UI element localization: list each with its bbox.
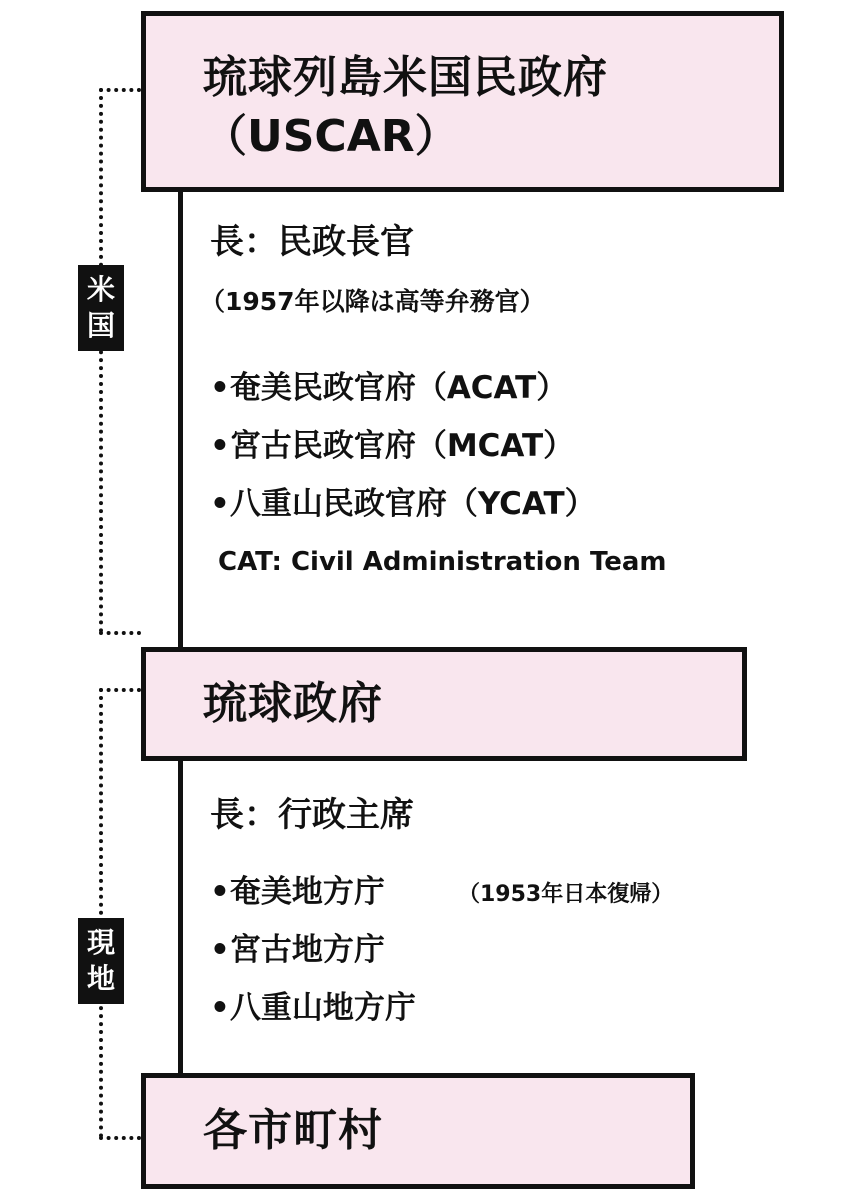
uscar-name: 琉球列島米国民政府 (203, 52, 608, 103)
branch-miyako: •宮古地方庁 (210, 932, 385, 968)
uscar-head-note: （1957年以降は高等弁務官） (200, 287, 545, 316)
bracket-us-top (99, 88, 141, 92)
bracket-local-bottom (99, 1136, 141, 1140)
tag-local (78, 918, 124, 1004)
bracket-us-bottom (99, 631, 141, 635)
uscar-head: 長：民政長官 (210, 222, 414, 262)
tag-us-char-1: 米 (86, 273, 115, 306)
municipalities-box (141, 1073, 695, 1189)
branch-amami: •奄美地方庁 (210, 874, 385, 910)
cat-note: CAT: Civil Administration Team (218, 547, 667, 577)
uscar-team-yaeyama: •八重山民政官府（YCAT） (210, 486, 596, 522)
ryukyu-government-name: 琉球政府 (203, 678, 383, 729)
branch-yaeyama: •八重山地方庁 (210, 990, 416, 1026)
uscar-box (141, 11, 784, 192)
bracket-us-vertical (99, 88, 103, 633)
uscar-team-amami: •奄美民政官府（ACAT） (210, 370, 568, 406)
tag-us (78, 265, 124, 351)
ryukyu-government-head: 長：行政主席 (210, 795, 414, 835)
bracket-local-top (99, 688, 141, 692)
tag-local-char-2: 地 (86, 962, 115, 995)
tag-us-char-2: 国 (86, 309, 115, 342)
municipalities-name: 各市町村 (203, 1105, 383, 1156)
ryukyu-government-box (141, 647, 747, 761)
uscar-abbr: （USCAR） (203, 111, 459, 162)
uscar-team-miyako: •宮古民政官府（MCAT） (210, 428, 575, 464)
connector-uscar-to-ryukyu (178, 188, 183, 650)
connector-ryukyu-to-municipalities (178, 757, 183, 1076)
tag-local-char-1: 現 (86, 926, 115, 959)
amami-reversion-note: （1953年日本復帰） (458, 882, 674, 907)
bracket-local-vertical (99, 688, 103, 1138)
